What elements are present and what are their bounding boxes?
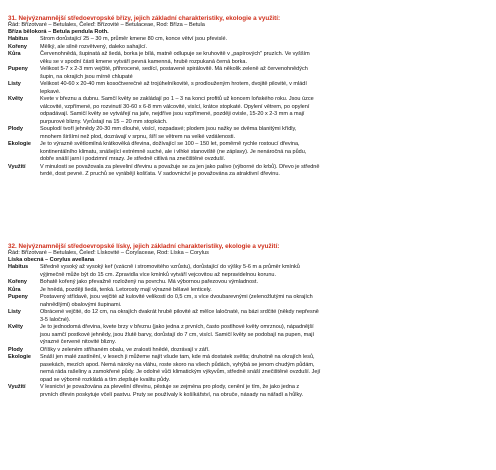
row-listy <box>8 81 492 96</box>
row-text-line: Bohatě kořený jako převažně rozložený na povrchu. Má výbornou pařezovou výmladnost. <box>40 279 258 285</box>
row-text-line: Velikost 5-7 x 2-3 mm vejčité, přihrocené, sedící, postavené spirálovitě. Má několik zeleně až červenohnědých <box>40 66 308 72</box>
row-kura <box>8 51 492 66</box>
row-label: Pupeny <box>8 294 28 300</box>
taxonomy-line: Řád: Břízotvaré – Betulales, Čeleď: Břízovité – Betulaceae, Rod: Bříza – Betula <box>8 22 205 28</box>
row-kura <box>8 287 492 295</box>
row-text-line: pasekách, mezích apod. Nemá nároky na vláhu, roste skoro na všech půdách, vyhýbá se jenom chudým půdám, <box>40 361 315 368</box>
characteristics-table <box>8 264 492 399</box>
row-text <box>40 126 492 141</box>
row-habitus <box>8 36 492 44</box>
row-label: Plody <box>8 346 23 353</box>
row-text <box>40 66 492 81</box>
row-kvety <box>8 324 492 347</box>
row-text-line: opad se výborně rozkládá a tím zlepšuje kvalitu půdy. <box>40 376 171 383</box>
row-text-line: výjimečně může být do 15 cm. Zpravidla více kmínků vytváří vejcovitou až nepravidelnou korunu. <box>40 271 276 278</box>
row-vyuziti <box>8 384 492 399</box>
row-text <box>40 279 492 287</box>
question-31 <box>8 15 492 179</box>
row-text <box>40 384 492 399</box>
row-listy <box>8 309 492 324</box>
row-text-line: mnohem širšími než plod, dozrávají v srpnu, šíří se větrem na velké vzdálenosti. <box>40 133 236 140</box>
row-label: Využití <box>8 384 26 390</box>
row-text-line: nemá ráda rašeliny a zamokřené půdy. Je odolné vůči klimatickým výkyvům, středně snáší znečištěné ovzduší. Její <box>40 369 321 375</box>
row-text-line: Červenohnědá, šupinatá až šedá, borka je bílá, matně odlupuje se kruhovitě v „papírových" pruzích. Ve vyšším <box>40 51 310 57</box>
row-pupeny <box>8 66 492 81</box>
row-label: Využití <box>8 163 26 170</box>
row-text-line: V lesnictví je považována za pleveliní dřevinu, pěstuje se zejména pro plody, cenění je tím, že jako jedna z <box>40 384 300 390</box>
row-text <box>40 324 492 347</box>
row-ekologie <box>8 141 492 164</box>
row-label: Květy <box>8 96 23 102</box>
row-text-line: Je hnědá, později šedá, tenká. Letorosty mají výrazné bělavé lenticely. <box>40 286 212 293</box>
question-31-title: 31. Nejvýznamnější středoevropské břízy, jejich základní charakteristiky, ekologie a využití: <box>8 15 281 22</box>
row-plody <box>8 126 492 141</box>
row-text-line: válcovité, vzpřímené, po rozvinutí 30-60 x 6-8 mm válcovité, visící, krátce stopkaté. Opylení větrem, po opylení <box>40 103 310 110</box>
row-text-line: Postavený střídavě, jsou vejčité až kulovité velikosti do 0,5 cm, s více dvoubarevnými (zelenožlutými na okrajích <box>40 294 313 300</box>
row-label: Kůra <box>8 51 21 57</box>
row-text-line: šupin, na okrajích jsou mírně chlupaté <box>40 73 133 80</box>
row-label: Habitus <box>8 264 29 270</box>
row-label: Květy <box>8 324 23 330</box>
question-32 <box>8 243 492 399</box>
row-text-line: Je to výrazně světlomilná krátkověká dřevina, dožívající se 100 – 150 let, poměrně rychle rostoucí dřevina, <box>40 141 300 147</box>
row-text <box>40 347 492 355</box>
row-label: Kořeny <box>8 279 27 285</box>
row-text <box>40 36 492 44</box>
row-text-line: 3-5 laločné). <box>40 316 71 323</box>
row-text-line: Mělký, ale silně rozvětvený, daleko sahající. <box>40 43 147 50</box>
row-label: Kořeny <box>8 43 27 50</box>
row-text-line: tvrdé, dost pevné. Z pruchů se vyrábějí košťata. V sadovnictví je považována za atraktivní dřevinu. <box>40 171 280 177</box>
row-text-line: Strom dorůstající 25 – 30 m, průměr kmene 80 cm, konce větví jsou převislé. <box>40 36 228 42</box>
row-text-line: Oříšky v zeleném střihaném obalu, ve zralosti hnědé, dozrávají v září. <box>40 346 210 353</box>
taxonomy-line: Řád: Břízotvaré – Betulales, Čeleď: Lískovité – Corylaceae, Rod: Líska – Corylus <box>8 250 209 256</box>
row-text-line: Kvete v březnu a dubnu. Samčí květy se zakládají po 1 – 3 na konci profitů už koncem loňského roku. Jsou úzce <box>40 96 314 102</box>
row-text-line: Souplodí tvoří jehnědy 20-30 mm dlouhé, visící, rozpadavé; plodem jsou nažky se dvěma blanitými křídly, <box>40 126 297 132</box>
row-pupeny <box>8 294 492 309</box>
row-ekologie <box>8 354 492 384</box>
row-label: Listy <box>8 309 21 315</box>
row-koreny <box>8 44 492 52</box>
row-text <box>40 81 492 96</box>
row-text <box>40 264 492 279</box>
row-text <box>40 96 492 126</box>
row-text-line: výrazné červené nitovité blizny. <box>40 339 117 345</box>
characteristics-table <box>8 36 492 179</box>
row-text-line: prvních dřevin poskytuje včelí pastvu. Pruty se používaly k košíkářství, na obruče, násady na nářadí a hůlky. <box>40 391 304 398</box>
row-kvety <box>8 96 492 126</box>
species-name: Líska obecná – Corylus avellana <box>8 257 95 263</box>
row-text-line: lepkavé. <box>40 88 61 95</box>
row-label: Plody <box>8 126 23 132</box>
row-text-line: purpurové blizny. Vyrůstají na 15 – 20 mm stopkách. <box>40 118 168 125</box>
row-text-line: V minulosti se považovala za pleveliní dřevinu a považuje se za jen jako palivo (výborné do krbů). Dřevo je středně <box>40 163 320 170</box>
row-text <box>40 309 492 324</box>
row-text-line: věku se v spodní části kmene vytváří pevná kamenná, hrubě rozpukaná černá borka. <box>40 58 247 65</box>
row-text <box>40 44 492 52</box>
species-name: Bříza bělokorá – Betula pendula Roth. <box>8 29 109 35</box>
row-habitus <box>8 264 492 279</box>
row-text-line: dobře snáší jarní i podzimní mrazy. Je středně citlivá na znečištěné ovzduší. <box>40 156 226 162</box>
row-plody <box>8 347 492 355</box>
row-koreny <box>8 279 492 287</box>
row-text-line: Obrácené vejčité, do 12 cm, na okrajích dvakrát hrubě pilovité až mělce laločnaté, na bázi srdčité (někdy nepřesně <box>40 309 319 315</box>
row-label: Ekologie <box>8 141 31 147</box>
row-text <box>40 141 492 164</box>
row-text-line: kontinentálního klimatu, snášející extrémně suché, ale i vlhké stanoviště (ne záplavy). Je nenáročná na půdu, <box>40 148 307 155</box>
row-label: Pupeny <box>8 66 28 72</box>
row-label: Ekologie <box>8 354 31 360</box>
row-text-line: Je to jednodomá dřevina, kvete brzy v březnu (jako jedna z prvních, často postlhové květy omrznou), nápadnější <box>40 324 314 330</box>
row-text <box>40 51 492 66</box>
row-text <box>40 294 492 309</box>
row-text-line: Středně vysoký až vysoký keř (vzácně i stromovitého vzrůstu), dorůstající do výšky 5-6 m a průměr kmínků <box>40 264 300 270</box>
row-text-line: odpadávají. Samičí květy se vytvářejí na jaře, nejdříve jsou vzpřímené, později ovisle, 15-20 x 2-3 mm a mají <box>40 111 305 117</box>
row-text-line: Velikost 40-60 x 20-40 mm kosočtverečné až trojúhelníkovité, s prodlouženým hrotem, dvojitě pilovité, v mládí <box>40 81 307 87</box>
row-text-line: nahnědlými) obalovými šupinami. <box>40 301 122 308</box>
row-label: Habitus <box>8 36 29 42</box>
row-text-line: Snáší jen malé zastínění, v lesech ji můžeme najít všude tam, kde má dostatek světla; druhotně na okrajích lesů, <box>40 354 315 360</box>
row-text <box>40 164 492 179</box>
row-text <box>40 287 492 295</box>
row-vyuziti <box>8 164 492 179</box>
row-label: Kůra <box>8 286 21 293</box>
row-label: Listy <box>8 81 21 87</box>
question-32-title: 32. Nejvýznamnější středoevropské lísky, jejich základní charakteristiky, ekologie a využití: <box>8 243 280 250</box>
row-text <box>40 354 492 384</box>
row-text-line: jsou samčí postkové jehnědy, jsou žlutě barvy, dorůstají do 7 cm, visící. Samičí květy se podobají na pupen, mají <box>40 331 315 338</box>
